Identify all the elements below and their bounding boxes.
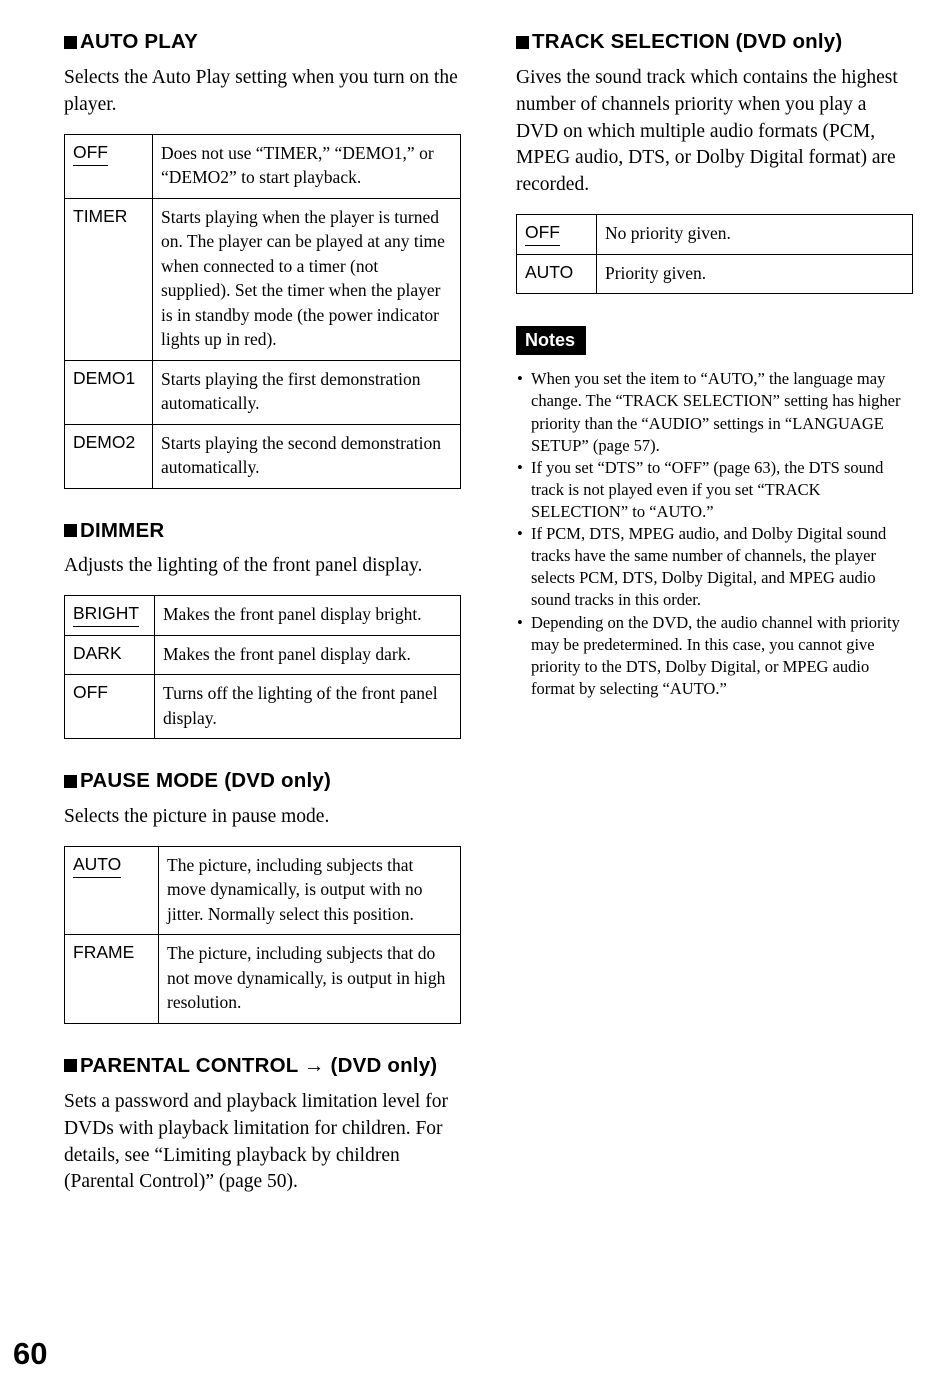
table-row xyxy=(65,134,461,198)
section-marker-icon xyxy=(516,36,529,49)
desc-cell: The picture, including subjects that move dynamically, is output with no jitter. Normally select this position. xyxy=(159,846,461,935)
pause-mode-heading-text: PAUSE MODE (DVD only) xyxy=(80,769,331,793)
term-cell: OFF xyxy=(65,675,155,739)
note-text: Depending on the DVD, the audio channel with priority may be predetermined. In this case, you cannot give priority to the DTS, Dolby Digital, or MPEG audio format by selecting “AUTO.” xyxy=(531,612,900,698)
dimmer-heading-text: DIMMER xyxy=(80,518,165,542)
section-marker-icon xyxy=(64,36,77,49)
desc-cell: Starts playing the first demonstration automatically. xyxy=(153,360,461,424)
desc-cell: Priority given. xyxy=(597,254,913,294)
desc-cell: The picture, including subjects that do not move dynamically, is output in high resolution. xyxy=(159,935,461,1024)
term-cell: DEMO1 xyxy=(65,360,153,424)
note-item xyxy=(516,523,913,611)
dimmer-intro: Adjusts the lighting of the front panel display. xyxy=(64,555,423,577)
section-dimmer xyxy=(64,515,461,740)
table-row xyxy=(65,360,461,424)
desc-cell: No priority given. xyxy=(597,215,913,255)
default-term: BRIGHT xyxy=(73,603,139,627)
section-notes xyxy=(516,320,913,700)
note-item xyxy=(516,612,913,700)
default-term: OFF xyxy=(73,142,108,166)
dimmer-heading xyxy=(64,515,461,547)
right-column xyxy=(516,26,913,1218)
note-text: When you set the item to “AUTO,” the language may change. The “TRACK SELECTION” setting has higher priority than the “AUDIO” settings in “LANGUAGE SETUP” (page 57). xyxy=(531,369,901,455)
left-column xyxy=(64,26,461,1218)
auto-play-heading xyxy=(64,26,461,58)
desc-cell: Starts playing the second demonstration automatically. xyxy=(153,424,461,488)
pause-mode-heading xyxy=(64,765,461,797)
section-track-selection xyxy=(516,26,913,294)
track-selection-heading-text: TRACK SELECTION (DVD only) xyxy=(532,30,843,53)
desc-cell: Does not use “TIMER,” “DEMO1,” or “DEMO2” to start playback. xyxy=(153,134,461,198)
parental-control-heading xyxy=(64,1050,461,1082)
section-auto-play xyxy=(64,26,461,489)
table-row xyxy=(65,635,461,675)
note-item xyxy=(516,368,913,456)
table-row xyxy=(65,846,461,935)
dimmer-table xyxy=(64,595,461,739)
default-term: OFF xyxy=(525,222,560,246)
table-row xyxy=(65,424,461,488)
pause-mode-table xyxy=(64,846,461,1024)
table-row xyxy=(65,675,461,739)
auto-play-heading-text: AUTO PLAY xyxy=(80,30,198,53)
term-cell: DEMO2 xyxy=(65,424,153,488)
track-selection-table xyxy=(516,214,913,294)
section-marker-icon xyxy=(64,775,77,788)
section-marker-icon xyxy=(64,524,77,537)
parental-control-heading-text: PARENTAL CONTROL → (DVD only) xyxy=(80,1053,438,1077)
desc-cell: Makes the front panel display bright. xyxy=(155,596,461,636)
desc-cell: Makes the front panel display dark. xyxy=(155,635,461,675)
term-cell xyxy=(65,596,155,636)
note-text: If you set “DTS” to “OFF” (page 63), the DTS sound track is not played even if you set “TRACK SELECTION” to “AUTO.” xyxy=(531,457,884,521)
desc-cell: Turns off the lighting of the front panel display. xyxy=(155,675,461,739)
track-selection-intro: Gives the sound track which contains the highest number of channels priority when you play a DVD on which multiple audio formats (PCM, MPEG audio, DTS, or Dolby Digital format) are recorded. xyxy=(516,66,898,196)
term-cell: TIMER xyxy=(65,198,153,360)
term-cell xyxy=(517,215,597,255)
section-pause-mode xyxy=(64,765,461,1024)
parental-control-body: Sets a password and playback limitation level for DVDs with playback limitation for children. For details, see “Limiting playback by children (Parental Control)” (page 50). xyxy=(64,1090,448,1193)
page-number: 60 xyxy=(13,1336,48,1371)
notes-list xyxy=(516,368,913,700)
default-term: AUTO xyxy=(73,854,121,878)
table-row xyxy=(65,935,461,1024)
section-parental-control xyxy=(64,1050,461,1196)
section-marker-icon xyxy=(64,1059,77,1072)
table-row xyxy=(65,198,461,360)
table-row xyxy=(65,596,461,636)
auto-play-table xyxy=(64,134,461,489)
auto-play-intro: Selects the Auto Play setting when you turn on the player. xyxy=(64,66,458,115)
note-item xyxy=(516,457,913,523)
note-text: If PCM, DTS, MPEG audio, and Dolby Digital sound tracks have the same number of channels, the player selects PCM, DTS, Dolby Digital, and MPEG audio sound tracks in this order. xyxy=(531,524,887,610)
table-row xyxy=(517,254,913,294)
term-cell xyxy=(65,846,159,935)
desc-cell: Starts playing when the player is turned on. The player can be played at any time when connected to a timer (not supplied). Set the timer when the player is in standby mode (the power indicator lights up in red). xyxy=(153,198,461,360)
pause-mode-intro: Selects the picture in pause mode. xyxy=(64,806,330,828)
notes-badge: Notes xyxy=(516,326,586,355)
term-cell xyxy=(65,134,153,198)
term-cell: DARK xyxy=(65,635,155,675)
term-cell: FRAME xyxy=(65,935,159,1024)
term-cell: AUTO xyxy=(517,254,597,294)
table-row xyxy=(517,215,913,255)
track-selection-heading xyxy=(516,26,913,58)
